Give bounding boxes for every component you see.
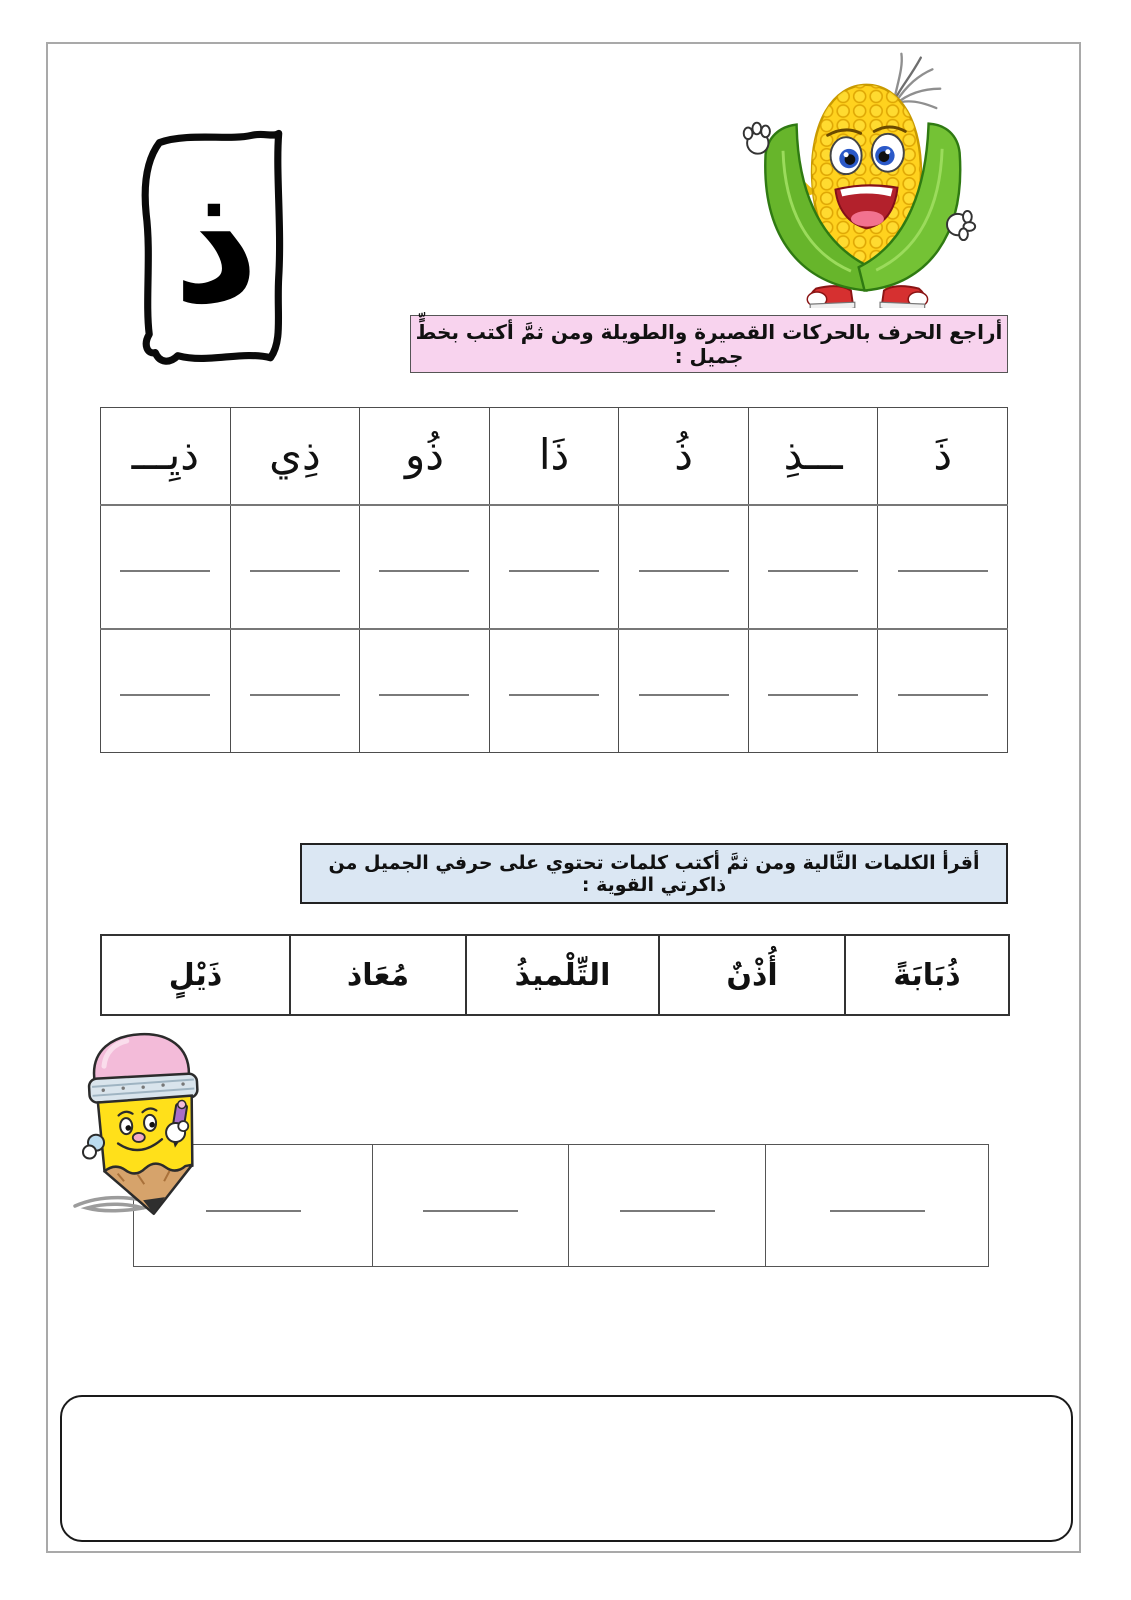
write-line[interactable] bbox=[379, 570, 469, 572]
corn-mascot-image bbox=[703, 46, 995, 308]
practice-write-cell bbox=[360, 505, 490, 629]
write-line[interactable] bbox=[830, 1210, 925, 1212]
practice-syllable: ذَا bbox=[489, 408, 619, 505]
write-line[interactable] bbox=[250, 694, 340, 696]
write-line[interactable] bbox=[639, 694, 729, 696]
word-cell: مُعَاذ bbox=[290, 935, 466, 1015]
write-line[interactable] bbox=[639, 570, 729, 572]
write-line[interactable] bbox=[509, 570, 599, 572]
answer-table bbox=[133, 1144, 989, 1267]
write-line[interactable] bbox=[250, 570, 340, 572]
answer-write-cell bbox=[766, 1145, 989, 1267]
words-row bbox=[101, 935, 1009, 1015]
practice-syllable: ذيِـــ bbox=[101, 408, 231, 505]
pencil-mascot-image bbox=[56, 1022, 248, 1222]
write-line[interactable] bbox=[120, 694, 210, 696]
practice-table bbox=[100, 407, 1008, 753]
practice-write-cell bbox=[360, 629, 490, 753]
practice-write-row bbox=[101, 505, 1008, 629]
practice-write-cell bbox=[101, 505, 231, 629]
practice-syllable: ـــذِ bbox=[748, 408, 878, 505]
practice-syllable: ذُ bbox=[619, 408, 749, 505]
write-line[interactable] bbox=[120, 570, 210, 572]
practice-syllable: ذَ bbox=[878, 408, 1008, 505]
write-line[interactable] bbox=[898, 570, 988, 572]
practice-write-cell bbox=[748, 629, 878, 753]
write-line[interactable] bbox=[768, 694, 858, 696]
practice-write-cell bbox=[101, 629, 231, 753]
write-line[interactable] bbox=[620, 1210, 715, 1212]
target-letter: ذ bbox=[172, 145, 260, 341]
write-line[interactable] bbox=[423, 1210, 518, 1212]
practice-write-cell bbox=[489, 505, 619, 629]
write-line[interactable] bbox=[768, 570, 858, 572]
practice-write-cell bbox=[878, 505, 1008, 629]
answer-write-cell bbox=[373, 1145, 569, 1267]
practice-syllable: ذُو bbox=[360, 408, 490, 505]
practice-write-cell bbox=[748, 505, 878, 629]
practice-write-cell bbox=[878, 629, 1008, 753]
practice-header-row bbox=[101, 408, 1008, 505]
write-line[interactable] bbox=[379, 694, 469, 696]
practice-write-cell bbox=[489, 629, 619, 753]
free-writing-box[interactable] bbox=[60, 1395, 1073, 1542]
instruction-review-text: أراجع الحرف بالحركات القصيرة والطويلة ومن ثمَّ أكتب بخطٍّ جميل : bbox=[415, 320, 1003, 368]
practice-write-row bbox=[101, 629, 1008, 753]
practice-write-cell bbox=[619, 505, 749, 629]
letter-card bbox=[126, 112, 306, 372]
write-line[interactable] bbox=[509, 694, 599, 696]
word-cell: ذَيْلٍ bbox=[101, 935, 290, 1015]
practice-write-cell bbox=[619, 629, 749, 753]
instruction-banner-read-write bbox=[300, 843, 1008, 904]
answer-row bbox=[134, 1145, 989, 1267]
practice-write-cell bbox=[230, 505, 360, 629]
instruction-banner-review bbox=[410, 315, 1008, 373]
words-table bbox=[100, 934, 1010, 1016]
write-line[interactable] bbox=[898, 694, 988, 696]
practice-write-cell bbox=[230, 629, 360, 753]
word-cell: التِّلْميذُ bbox=[466, 935, 659, 1015]
word-cell: ذُبَابَةً bbox=[845, 935, 1009, 1015]
word-cell: أُذْنٌ bbox=[659, 935, 845, 1015]
instruction-read-write-text: أقرأ الكلمات التَّالية ومن ثمَّ أكتب كلمات تحتوي على حرفي الجميل من ذاكرتي القوية : bbox=[328, 851, 980, 896]
practice-syllable: ذِي bbox=[230, 408, 360, 505]
answer-write-cell bbox=[569, 1145, 766, 1267]
